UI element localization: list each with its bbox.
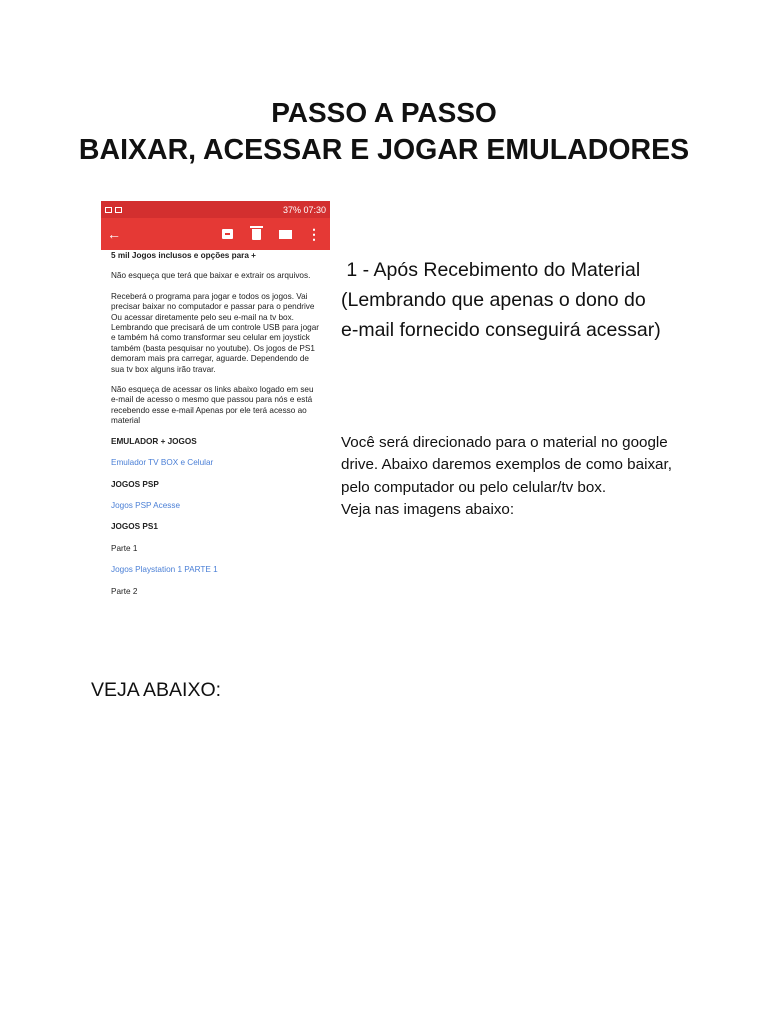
status-right: 37% 07:30 xyxy=(282,204,326,215)
section-heading: EMULADOR + JOGOS xyxy=(111,436,197,446)
step-1-line: 1 - Após Recebimento do Material xyxy=(341,259,641,281)
email-paragraph: Receberá o programa para jogar e todos os jogos. Vai precisar baixar no computador e passar para o pendrive Ou acessar diretamente pelo seu e-mail na tv box. Lembrando que precisará de um controle USB para jogar e também há como transformar seu celular em joystick também (basta pesquisar no youtube). Os jogos de PS1 demoram mais pra carregar, aguarde. Dependendo de sua tv box alguns irão travar. xyxy=(111,291,319,374)
back-arrow-icon[interactable]: ← xyxy=(107,226,121,242)
detail-line: Você será direcionado para o material no google xyxy=(341,434,668,451)
part-label: Parte 1 xyxy=(111,543,138,553)
email-screenshot xyxy=(101,201,330,620)
email-link[interactable]: Jogos Playstation 1 PARTE 1 xyxy=(111,565,218,575)
step-1-detail xyxy=(341,432,751,522)
section-heading: JOGOS PSP xyxy=(111,479,159,489)
status-bar xyxy=(101,201,330,218)
archive-icon[interactable] xyxy=(217,226,237,242)
notification-icon xyxy=(115,207,122,213)
notification-icon xyxy=(105,207,112,213)
see-below-text: VEJA ABAIXO: xyxy=(91,679,222,701)
detail-line: Veja nas imagens abaixo: xyxy=(341,501,515,519)
more-vert-icon[interactable]: ⋮ xyxy=(307,226,321,242)
page-subtitle: BAIXAR, ACESSAR E JOGAR EMULADORES xyxy=(78,134,690,166)
part-label: Parte 2 xyxy=(111,586,138,596)
step-1-text xyxy=(341,255,751,345)
detail-line: drive. Abaixo daremos exemplos de como baixar, xyxy=(341,456,672,474)
email-link[interactable]: Jogos PSP Acesse xyxy=(111,500,181,510)
mail-icon[interactable] xyxy=(275,226,295,242)
step-1-line: e-mail fornecido conseguirá acessar) xyxy=(341,319,661,341)
email-header: 5 mil Jogos inclusos e opções para + xyxy=(111,251,256,260)
section-heading: JOGOS PS1 xyxy=(111,522,158,532)
email-body xyxy=(101,250,330,597)
trash-icon[interactable] xyxy=(246,226,266,242)
email-paragraph: Não esqueça que terá que baixar e extrair os arquivos. xyxy=(111,271,311,281)
email-toolbar xyxy=(101,218,330,250)
email-link[interactable]: Emulador TV BOX e Celular xyxy=(111,458,214,468)
page-title: PASSO A PASSO xyxy=(271,97,497,128)
email-paragraph: Não esqueça de acessar os links abaixo logado em seu e-mail de acesso o mesmo que passou para nós e está recebendo esse e-mail Apenas por ele terá acesso ao material xyxy=(111,385,314,426)
step-1-line: (Lembrando que apenas o dono do xyxy=(341,289,646,311)
detail-line: pelo computador ou pelo celular/tv box. xyxy=(341,478,607,496)
